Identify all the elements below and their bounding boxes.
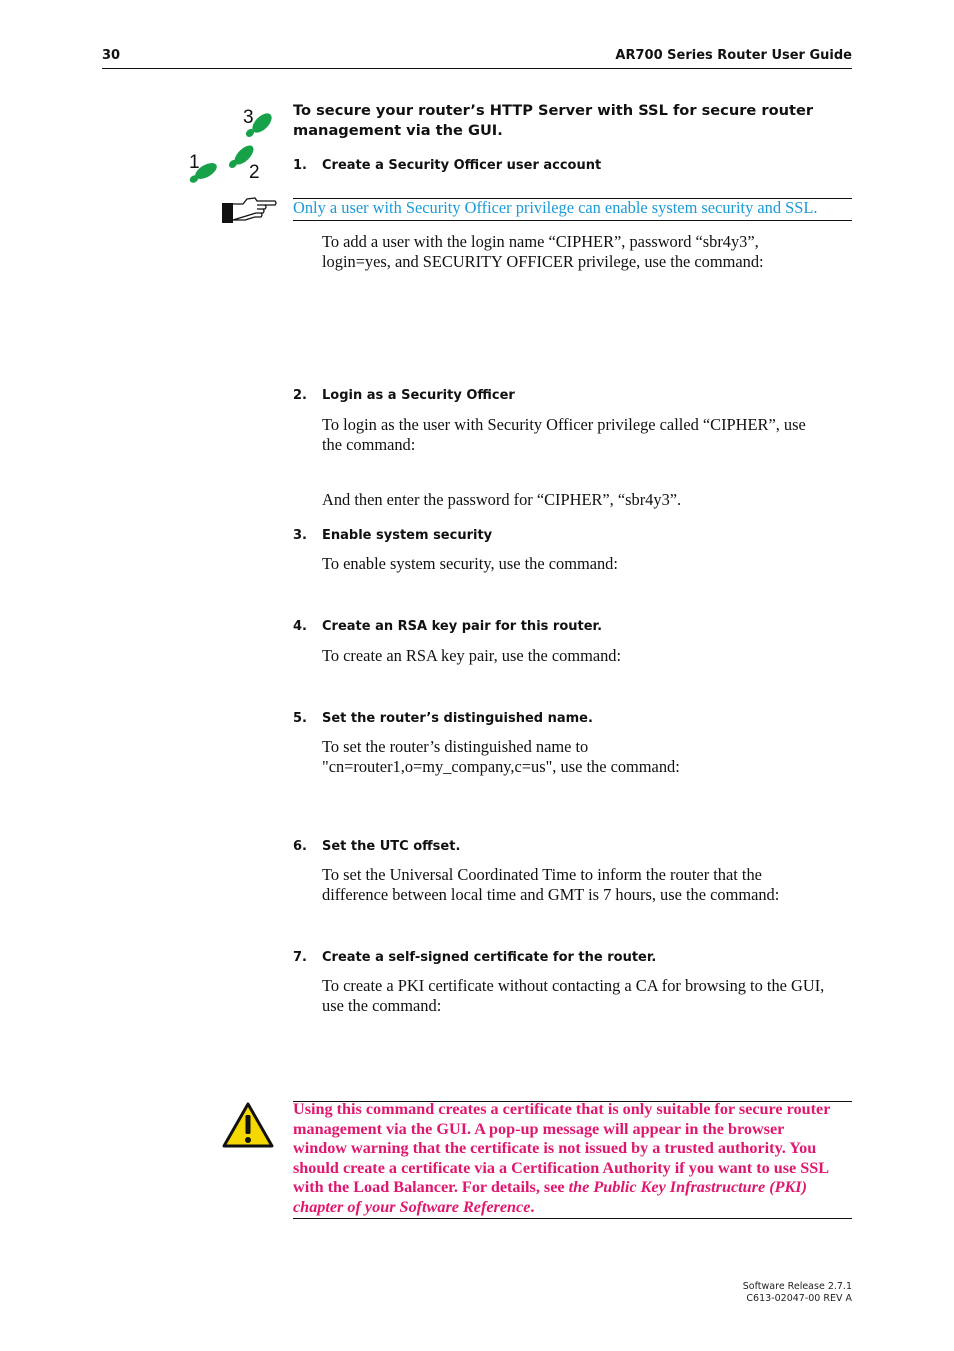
software-release: Software Release 2.7.1 [742, 1281, 852, 1292]
step-heading: 7. Create a self-signed certificate for the router. [293, 950, 657, 965]
step-heading: 2. Login as a Security Officer [293, 388, 515, 403]
page-footer [743, 1281, 852, 1304]
security-officer-note: Only a user with Security Officer privilege can enable system security and SSL. [293, 198, 818, 217]
step-text: To set the router’s distinguished name to "cn=router1,o=my_company,c=us", use the command: [322, 737, 680, 776]
step-heading: 5. Set the router’s distinguished name. [293, 711, 593, 726]
step-text-password: And then enter the password for “CIPHER”, “sbr4y3”. [322, 490, 682, 509]
page-number: 30 [102, 48, 121, 63]
footsteps-icon [186, 100, 282, 190]
header-rule [102, 68, 852, 69]
guide-title: AR700 Series Router User Guide [615, 48, 852, 63]
footstep-2-label: 2 [249, 162, 260, 183]
step-heading: 1. Create a Security Officer user account [293, 158, 602, 173]
footstep-3-label: 3 [243, 107, 254, 128]
step-text: To create a PKI certificate without contacting a CA for browsing to the GUI, use the command: [322, 976, 825, 1015]
warning-bottom-rule [293, 1218, 852, 1219]
step-heading: 3. Enable system security [293, 528, 493, 543]
step-heading: 6. Set the UTC offset. [293, 839, 461, 854]
warning-text: Using this command creates a certificate that is only suitable for secure router management via the GUI. A pop-up message will appear in the browser window warning that the certificate is not issued by a trusted authority. You should create a certificate via a Certification Authority if you want to use SSL with the Load Balancer. For details, see the Public Key Infrastructure (PKI) chapter of your Software Reference. [293, 1100, 831, 1216]
step-heading: 4. Create an RSA key pair for this router. [293, 619, 603, 634]
step-text: To set the Universal Coordinated Time to inform the router that the difference between local time and GMT is 7 hours, use the command: [322, 865, 780, 904]
warning-icon [221, 1101, 275, 1149]
footstep-1-label: 1 [189, 152, 200, 173]
document-id: C613-02047-00 REV A [746, 1292, 852, 1304]
step-text: To create an RSA key pair, use the command: [322, 646, 622, 665]
step-text: To add a user with the login name “CIPHER”, password “sbr4y3”, login=yes, and SECURITY OFFICER privilege, use the command: [322, 232, 764, 271]
pointing-hand-icon [221, 195, 277, 225]
procedure-title: To secure your router’s HTTP Server with SSL for secure router management via the GUI. [293, 102, 814, 139]
step-text: To login as the user with Security Officer privilege called “CIPHER”, use the command: [322, 415, 806, 454]
step-text: To enable system security, use the command: [322, 554, 618, 573]
note-bottom-rule [293, 220, 852, 221]
